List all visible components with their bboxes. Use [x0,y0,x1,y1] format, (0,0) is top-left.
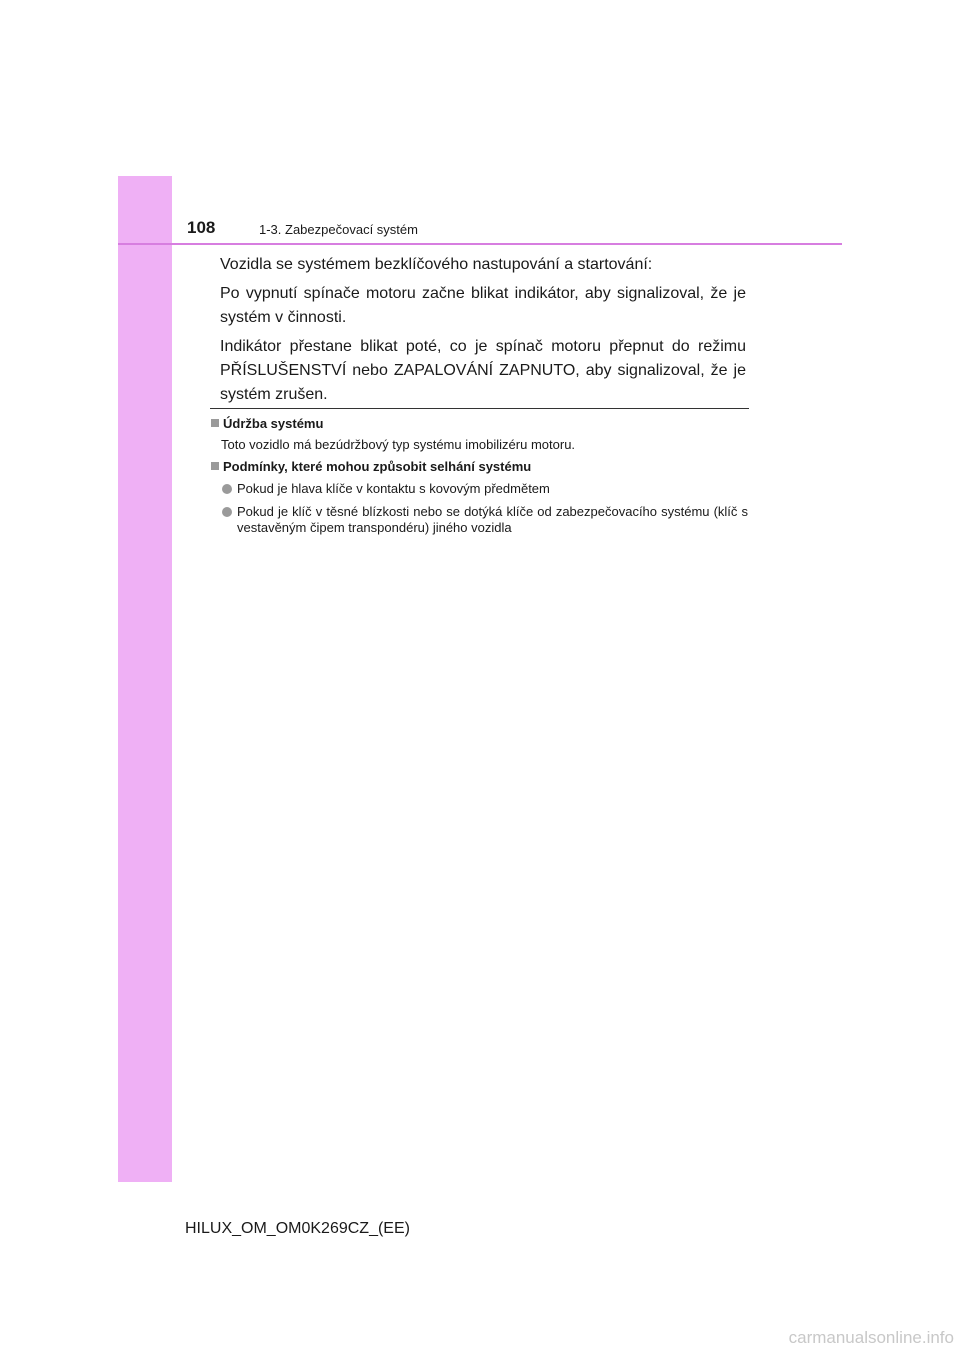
square-bullet-icon [211,462,219,470]
list-item [222,481,748,497]
page-number: 108 [187,218,216,237]
square-bullet-icon [211,419,219,427]
document-code: HILUX_OM_OM0K269CZ_(EE) [185,1220,410,1237]
note-heading-failure-conditions [211,458,531,476]
note-maintenance-text: Toto vozidlo má bezúdržbový typ systému imobilizéru motoru. [221,437,576,452]
chapter-sidebar-tab [118,176,172,1182]
list-item-text: Pokud je hlava klíče v kontaktu s kovovým předmětem [237,481,550,496]
paragraph-vehicle-type: Vozidla se systémem bezklíčového nastupování a startování: [220,256,653,273]
header-rule [118,243,842,245]
note-heading-maintenance [211,415,323,433]
section-title: 1-3. Zabezpečovací systém [259,222,418,237]
circle-bullet-icon [222,507,232,517]
circle-bullet-icon [222,484,232,494]
note-heading-failure-label: Podmínky, které mohou způsobit selhání systému [223,459,532,474]
note-heading-maintenance-label: Údržba systému [223,416,324,431]
paragraph-indicator-stop: Indikátor přestane blikat poté, co je spínač motoru přepnut do režimu PŘÍSLUŠENSTVÍ nebo ZAPALOVÁNÍ ZAPNUTO, aby signalizoval, že je systém zrušen. [220,338,746,403]
paragraph-indicator-blink: Po vypnutí spínače motoru začne blikat indikátor, aby signalizoval, že je systém v činnosti. [220,285,746,326]
list-item-text: Pokud je klíč v těsné blízkosti nebo se dotýká klíče od zabezpečovacího systému (klíč s vestavěným čipem transpondéru) jiného vozidla [237,504,748,535]
watermark-link[interactable]: carmanualsonline.info [788,1328,954,1347]
list-item [222,504,748,536]
section-divider [210,408,749,409]
